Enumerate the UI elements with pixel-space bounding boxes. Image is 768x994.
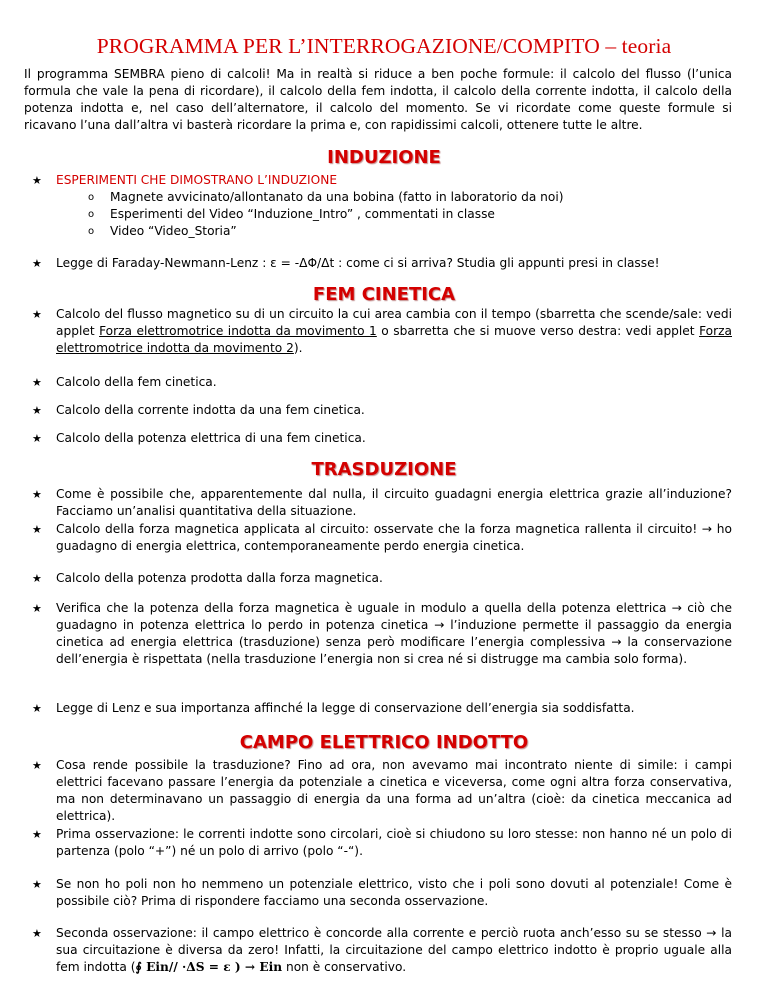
item-text: Calcolo della corrente indotta da una fem cinetica. bbox=[56, 403, 365, 417]
item-text: Seconda osservazione: il campo elettrico è concorde alla corrente e perciò ruota anch’esso su se stesso → la sua circuitazione è diversa da zero! Infatti, la circuitazione del campo elettrico indotto è proprio uguale alla fem indotta ( bbox=[56, 926, 732, 974]
item-text: ). bbox=[293, 341, 303, 355]
applet-link-2[interactable]: Forza elettromotrice indotta da movimento 2 bbox=[56, 324, 732, 355]
list-item bbox=[32, 521, 732, 555]
sub-item-text: Magnete avvicinato/allontanato da una bobina (fatto in laboratorio da noi) bbox=[110, 190, 564, 204]
item-text: Calcolo della potenza prodotta dalla forza magnetica. bbox=[56, 571, 383, 585]
item-text: ESPERIMENTI CHE DIMOSTRANO L’INDUZIONE bbox=[56, 173, 338, 187]
star-bullet-icon: ★ bbox=[32, 257, 42, 270]
list-item bbox=[32, 876, 732, 910]
item-text: Calcolo del flusso magnetico su di un circuito la cui area cambia con il tempo (sbarretta che scende/sale: vedi applet bbox=[56, 307, 732, 338]
item-text: Calcolo della potenza elettrica di una fem cinetica. bbox=[56, 431, 366, 445]
sub-list-item bbox=[88, 206, 710, 223]
section-heading-induzione: INDUZIONE bbox=[327, 147, 441, 168]
sub-list-item bbox=[88, 223, 710, 240]
star-bullet-icon: ★ bbox=[32, 927, 42, 940]
list-item bbox=[32, 757, 732, 825]
item-text: Cosa rende possibile la trasduzione? Fino ad ora, non avevamo mai incontrato niente di simile: i campi elettrici facevano passare l’energia da potenziale a cinetica e viceversa, come ogni altra forza conservativa, ma non determinavano un passaggio di energia da una forma ad un’altra (cioè: da cinetica meccanica ad elettrica). bbox=[56, 758, 732, 823]
list-item bbox=[32, 570, 732, 587]
section-heading-trasduzione: TRASDUZIONE bbox=[311, 459, 457, 480]
sub-item-text: Esperimenti del Video “Induzione_Intro” , commentati in classe bbox=[110, 207, 495, 221]
star-bullet-icon: ★ bbox=[32, 759, 42, 772]
item-text: Legge di Faraday-Newmann-Lenz : ε = -ΔΦ/Δt : come ci si arriva? Studia gli appunti presi in classe! bbox=[56, 256, 660, 270]
star-bullet-icon: ★ bbox=[32, 828, 42, 841]
list-item bbox=[32, 826, 732, 860]
page-title: PROGRAMMA PER L’INTERROGAZIONE/COMPITO – teoria bbox=[96, 34, 672, 58]
star-bullet-icon: ★ bbox=[32, 376, 42, 389]
star-bullet-icon: ★ bbox=[32, 174, 42, 187]
star-bullet-icon: ★ bbox=[32, 432, 42, 445]
item-text: non è conservativo. bbox=[282, 960, 407, 974]
section-heading-campo-elettrico-indotto: CAMPO ELETTRICO INDOTTO bbox=[239, 732, 529, 753]
item-text: Legge di Lenz e sua importanza affinché la legge di conservazione dell’energia sia soddisfatta. bbox=[56, 701, 635, 715]
circle-bullet-icon: o bbox=[88, 226, 95, 237]
item-text: Come è possibile che, apparentemente dal nulla, il circuito guadagni energia elettrica grazie all’induzione? Facciamo un’analisi quantitativa della situazione. bbox=[56, 487, 732, 518]
star-bullet-icon: ★ bbox=[32, 404, 42, 417]
circle-bullet-icon: o bbox=[88, 192, 95, 203]
list-item bbox=[32, 486, 732, 520]
list-item bbox=[32, 402, 732, 419]
intro-paragraph: Il programma SEMBRA pieno di calcoli! Ma in realtà si riduce a ben poche formule: il calcolo del flusso (l’unica formula che vale la pena di ricordare), il calcolo della fem indotta, il calcolo della corrente indotta, il calcolo della potenza indotta e, nel caso dell’alternatore, il calcolo del momento. Se vi ricordate come queste formule si ricavano l’una dall’altra vi basterà ricordare la prima e, con rapidissimi calcoli, ottenere tutte le altre. bbox=[24, 67, 732, 132]
star-bullet-icon: ★ bbox=[32, 702, 42, 715]
item-text: Calcolo della fem cinetica. bbox=[56, 375, 217, 389]
circulation-formula: ∮ Ein// ·ΔS = ε ) → Ein bbox=[135, 960, 283, 974]
list-item bbox=[32, 255, 732, 272]
list-item bbox=[32, 700, 732, 717]
star-bullet-icon: ★ bbox=[32, 602, 42, 615]
sub-list-item bbox=[88, 189, 710, 206]
section-heading-fem-cinetica: FEM CINETICA bbox=[312, 284, 456, 305]
item-text: Verifica che la potenza della forza magnetica è uguale in modulo a quella della potenza elettrica → ciò che guadagno in potenza elettrica lo perdo in potenza cinetica → l’induzione permette il passaggio da energia cinetica ad energia elettrica (trasduzione) senza però modificare l’energia complessiva → la conservazione dell’energia è rispettata (nella trasduzione l’energia non si crea né si distrugge ma cambia solo forma). bbox=[56, 601, 732, 666]
star-bullet-icon: ★ bbox=[32, 572, 42, 585]
list-item bbox=[32, 430, 732, 447]
list-item bbox=[32, 374, 732, 391]
item-text: o sbarretta che si muove verso destra: vedi applet bbox=[376, 324, 700, 338]
item-text: Prima osservazione: le correnti indotte sono circolari, cioè si chiudono su loro stesse: non hanno né un polo di partenza (polo “+”) né un polo di arrivo (polo “-“). bbox=[56, 827, 732, 858]
list-item bbox=[32, 925, 732, 976]
applet-link-1[interactable]: Forza elettromotrice indotta da movimento 1 bbox=[99, 324, 377, 338]
circle-bullet-icon: o bbox=[88, 209, 95, 220]
list-item bbox=[32, 600, 732, 668]
list-item bbox=[32, 172, 732, 189]
star-bullet-icon: ★ bbox=[32, 488, 42, 501]
sub-item-text: Video “Video_Storia” bbox=[110, 224, 237, 238]
star-bullet-icon: ★ bbox=[32, 523, 42, 536]
item-text: Se non ho poli non ho nemmeno un potenziale elettrico, visto che i poli sono dovuti al potenziale! Come è possibile ciò? Prima di rispondere facciamo una seconda osservazione. bbox=[56, 877, 732, 908]
list-item bbox=[32, 306, 732, 357]
item-text: Calcolo della forza magnetica applicata al circuito: osservate che la forza magnetica rallenta il circuito! → ho guadagno di energia elettrica, contemporaneamente perdo energia cinetica. bbox=[56, 522, 732, 553]
star-bullet-icon: ★ bbox=[32, 878, 42, 891]
star-bullet-icon: ★ bbox=[32, 308, 42, 321]
